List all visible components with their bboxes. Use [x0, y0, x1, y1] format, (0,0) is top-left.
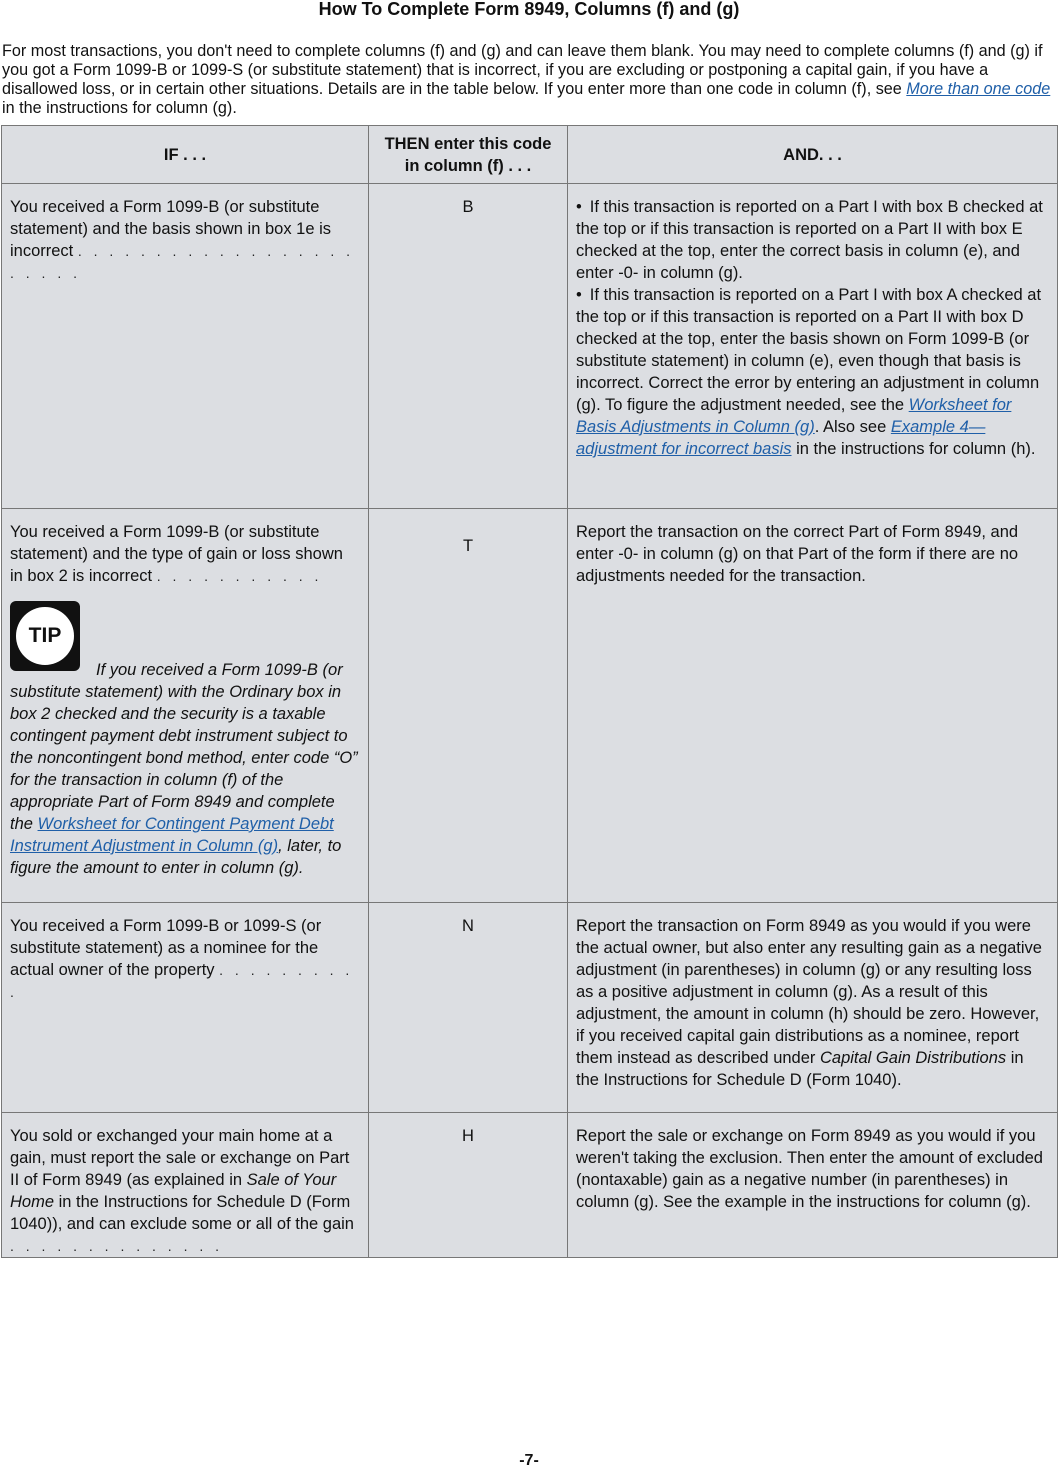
leader-dots: . . . . . . . . . . .	[156, 568, 323, 584]
and-text-end: in the Instructions for Schedule D (Form 1040).	[576, 1049, 1024, 1089]
if-cell	[2, 1113, 369, 1258]
table-row	[2, 903, 1058, 1113]
header-and: AND. . .	[568, 126, 1058, 184]
code-cell	[369, 1113, 568, 1258]
if-text: You sold or exchanged your main home at a gain, must report the sale or exchange on Part II of Form 8949 (as explained in	[10, 1127, 350, 1189]
code-value: N	[462, 917, 474, 935]
code-cell	[369, 184, 568, 509]
code-value: T	[462, 537, 474, 555]
and-cell	[568, 184, 1058, 509]
if-cell	[2, 509, 369, 903]
tip-icon	[10, 601, 80, 671]
tip-box	[10, 601, 360, 879]
and-text: Report the sale or exchange on Form 8949 as you would if you weren't taking the exclusion. Then enter the amount of excluded (nontaxable) gain as a negative number (in parentheses) in column (g). See the example in the instructions for column (g).	[576, 1127, 1043, 1211]
page-title: How To Complete Form 8949, Columns (f) and (g)	[318, 0, 740, 19]
leader-dots: . . . . . . . . . .	[10, 962, 354, 1000]
if-text: You received a Form 1099-B (or substitute statement) and the basis shown in box 1e is incorrect	[10, 198, 332, 260]
worksheet-cpdi-link[interactable]: Worksheet for Contingent Payment Debt Instrument Adjustment in Column (g)	[10, 815, 334, 855]
table-row	[2, 184, 1058, 509]
header-then: THEN enter this code in column (f) . . .	[369, 126, 568, 184]
codes-table	[1, 125, 1058, 1258]
and-cell	[568, 903, 1058, 1113]
code-value: H	[462, 1127, 474, 1145]
and-text: Report the transaction on Form 8949 as you would if you were the actual owner, but also enter any resulting gain as a negative adjustment (in parentheses) in column (g) or any resulting loss as a positive adjustment in column (g). As a result of this adjustment, the amount in column (h) should be zero. However, if you received capital gain distributions as a nominee, report them instead as described under	[576, 917, 1042, 1067]
example-4-link[interactable]: Example 4—adjustment for incorrect basis	[576, 418, 986, 458]
intro-text: For most transactions, you don't need to complete columns (f) and (g) and can leave them blank. You may need to complete columns (f) and (g) if you got a Form 1099-B or 1099-S (or substitute statement) that is incorrect, if you are excluding or postponing a capital gain, if you have a disallowed loss, or in certain other situations. Details are in the table below. If you enter more than one code in column (f), see	[2, 42, 1043, 98]
bullet-text: . Also see	[814, 418, 891, 436]
tip-label: TIP	[28, 624, 62, 647]
and-cell	[568, 509, 1058, 903]
and-text: Report the transaction on the correct Part of Form 8949, and enter -0- in column (g) on that Part of the form if there are no adjustments needed for the transaction.	[576, 523, 1019, 585]
tip-text-end: , later, to figure the amount to enter in column (g).	[10, 837, 342, 877]
tip-text-body: If you received a Form 1099-B (or substitute statement) with the Ordinary box in box 2 checked and the security is a taxable contingent payment debt instrument subject to the noncontingent bond method, enter code “O” for the transaction in column (f) of the appropriate Part of Form 8949 and complete the	[10, 661, 358, 833]
intro-text-end: in the instructions for column (g).	[2, 99, 237, 117]
more-than-one-code-link[interactable]: More than one code	[906, 80, 1051, 98]
table-row	[2, 509, 1058, 903]
list-item	[576, 284, 1049, 462]
and-italic: Capital Gain Distributions	[819, 1049, 1007, 1067]
bullet-text: If this transaction is reported on a Part I with box A checked at the top or if this transaction is reported on a Part II with box D checked at the top, enter the basis shown on Form 1099-B (or substitute statement) in column (e), even though that basis is incorrect. Correct the error by entering an adjustment in column (g). To figure the adjustment needed, see the	[576, 286, 1042, 414]
header-if: IF . . .	[2, 126, 369, 184]
worksheet-basis-link[interactable]: Worksheet for Basis Adjustments in Column (g)	[576, 396, 1012, 436]
if-cell	[2, 184, 369, 509]
and-cell	[568, 1113, 1058, 1258]
leader-dots: . . . . . . . . . . . . . .	[10, 1238, 224, 1254]
leader-dots: . . . . . . . . . . . . . . . . . . . . . . .	[10, 243, 355, 281]
page-number: -7-	[519, 1452, 539, 1469]
table-header-row	[2, 126, 1058, 184]
list-item	[576, 196, 1049, 284]
if-text-end: in the Instructions for Schedule D (Form 1040)), and can exclude some or all of the gain	[10, 1193, 354, 1233]
code-cell	[369, 903, 568, 1113]
bullet-list	[576, 196, 1049, 462]
if-italic: Sale of Your Home	[10, 1171, 337, 1211]
intro-paragraph	[2, 42, 1052, 118]
bullet-text: If this transaction is reported on a Part I with box B checked at the top or if this transaction is reported on a Part II with box E checked at the top, enter the correct basis in column (e), and enter -0- in column (g).	[576, 198, 1043, 282]
if-cell	[2, 903, 369, 1113]
code-value: B	[462, 198, 474, 216]
table-row	[2, 1113, 1058, 1258]
if-text: You received a Form 1099-B (or substitute statement) and the type of gain or loss shown in box 2 is incorrect	[10, 523, 343, 585]
code-cell	[369, 509, 568, 903]
if-text: You received a Form 1099-B or 1099-S (or substitute statement) as a nominee for the actual owner of the property	[10, 917, 322, 979]
bullet-text: in the instructions for column (h).	[791, 440, 1036, 458]
